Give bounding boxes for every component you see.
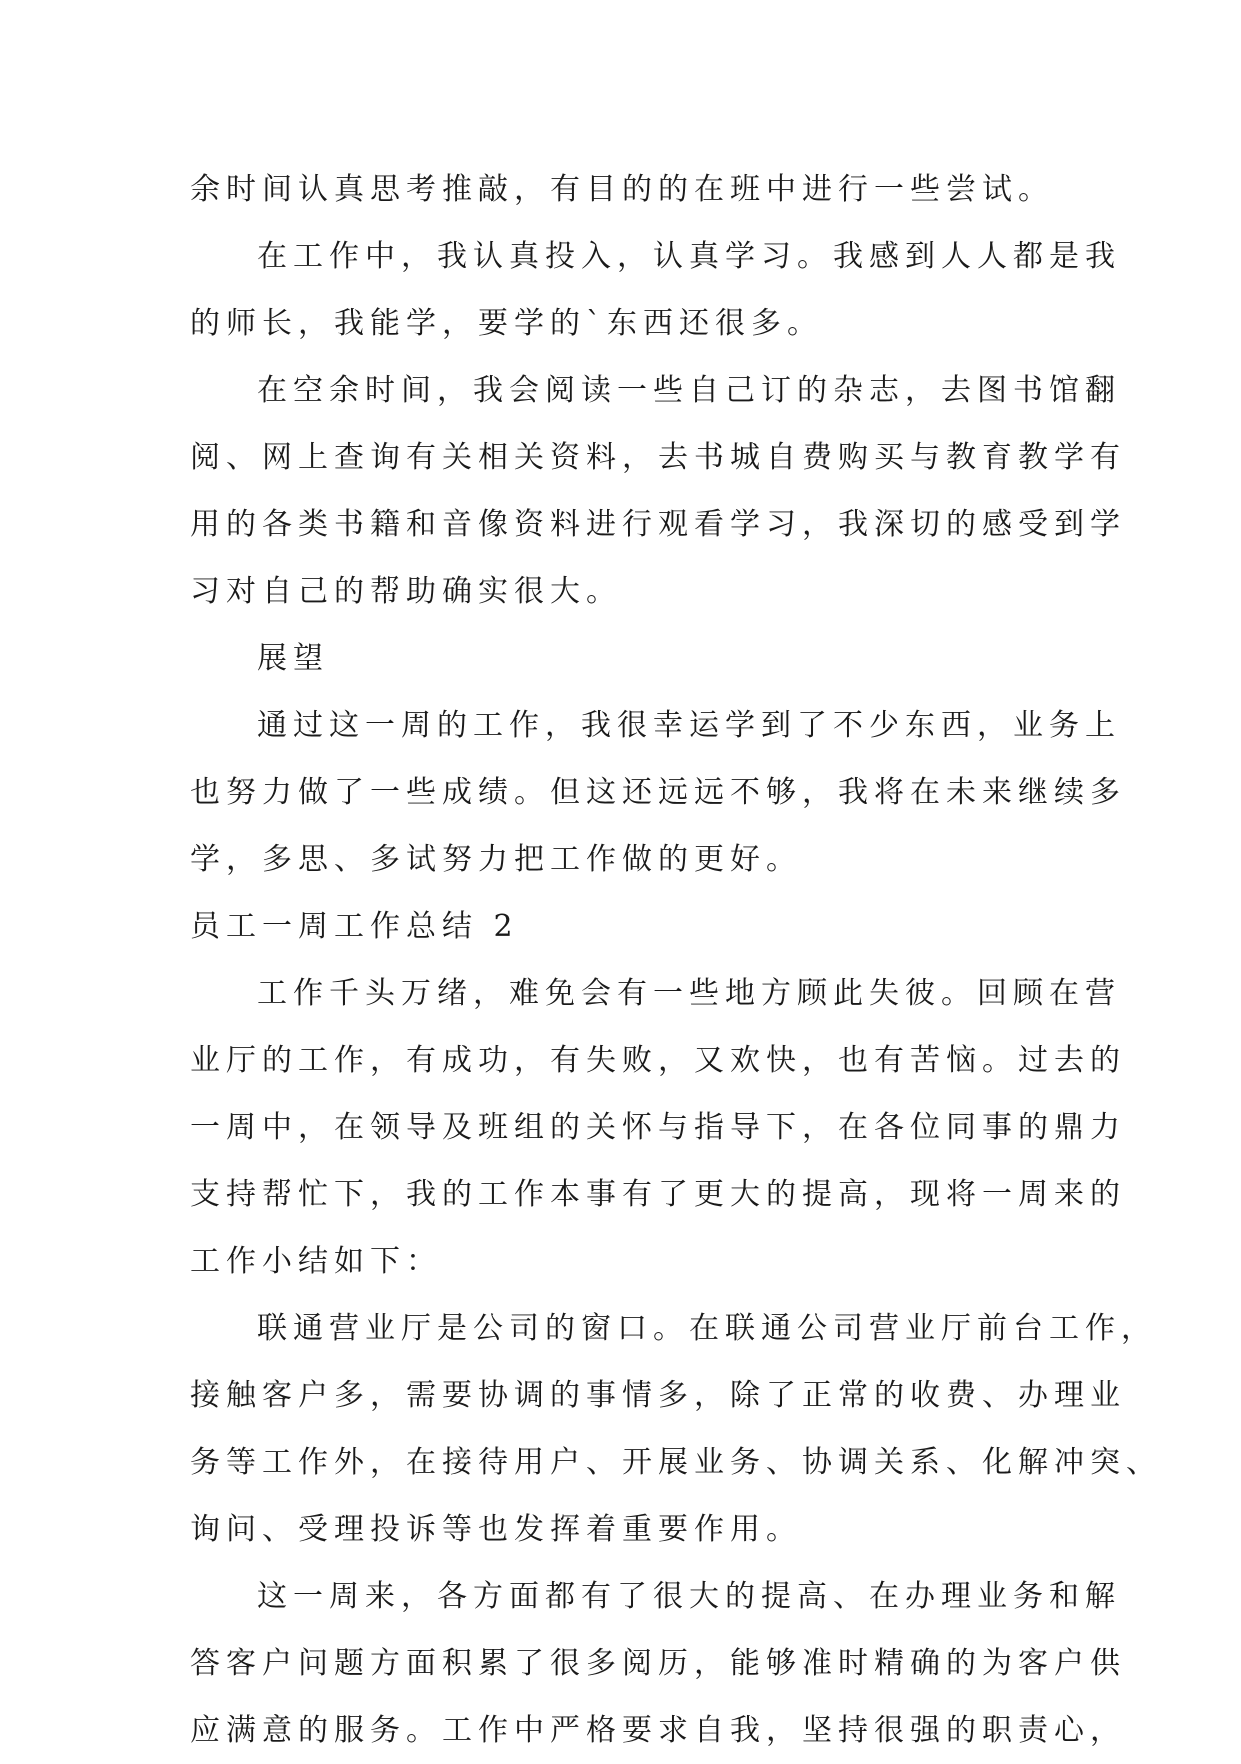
text-line: 接触客户多，需要协调的事情多，除了正常的收费、办理业 [190, 1378, 1126, 1413]
text-line: 务等工作外，在接待用户、开展业务、协调关系、化解冲突、 [190, 1445, 1162, 1480]
text-line: 联通营业厅是公司的窗口。在联通公司营业厅前台工作， [257, 1311, 1157, 1346]
text-line: 通过这一周的工作，我很幸运学到了不少东西，业务上 [257, 708, 1121, 743]
text-line: 支持帮忙下，我的工作本事有了更大的提高，现将一周来的 [190, 1177, 1126, 1212]
text-line: 用的各类书籍和音像资料进行观看学习，我深切的感受到学 [190, 507, 1126, 542]
text-line: 阅、网上查询有关相关资料，去书城自费购买与教育教学有 [190, 440, 1126, 475]
text-line: 这一周来，各方面都有了很大的提高、在办理业务和解 [257, 1579, 1121, 1614]
text-line: 的师长，我能学，要学的`东西还很多。 [190, 306, 823, 341]
text-line: 也努力做了一些成绩。但这还远远不够，我将在未来继续多 [190, 775, 1126, 810]
text-line: 学，多思、多试努力把工作做的更好。 [190, 842, 802, 877]
text-line: 在空余时间，我会阅读一些自己订的杂志，去图书馆翻 [257, 373, 1121, 408]
text-line: 工作小结如下： [190, 1244, 442, 1279]
text-line: 应满意的服务。工作中严格要求自我，坚持很强的职责心， [190, 1713, 1126, 1748]
text-line: 答客户问题方面积累了很多阅历，能够准时精确的为客户供 [190, 1646, 1126, 1681]
text-line: 工作千头万绪，难免会有一些地方顾此失彼。回顾在营 [257, 976, 1121, 1011]
document-page [190, 156, 1162, 1764]
document-title: 员工一周工作总结 2 [190, 909, 519, 944]
text-line: 询问、受理投诉等也发挥着重要作用。 [190, 1512, 802, 1547]
section-heading: 展望 [257, 641, 329, 676]
text-line: 习对自己的帮助确实很大。 [190, 574, 622, 609]
text-line: 在工作中，我认真投入，认真学习。我感到人人都是我 [257, 239, 1121, 274]
text-line: 一周中，在领导及班组的关怀与指导下，在各位同事的鼎力 [190, 1110, 1126, 1145]
text-line: 业厅的工作，有成功，有失败，又欢快，也有苦恼。过去的 [190, 1043, 1126, 1078]
text-line: 余时间认真思考推敲，有目的的在班中进行一些尝试。 [190, 172, 1054, 207]
